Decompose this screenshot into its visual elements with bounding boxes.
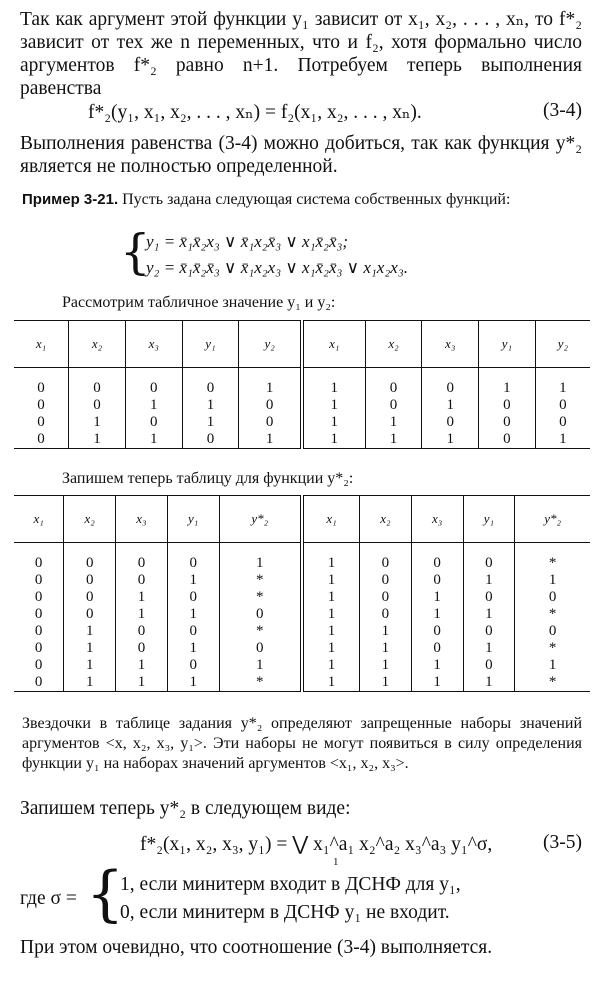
table-cell: 0 (64, 606, 116, 623)
table-cell: 1 (515, 572, 590, 589)
table-cell: 1 (360, 657, 412, 674)
table-cell: 1 (463, 640, 515, 657)
column-header: x₃ (116, 496, 168, 543)
table-cell: 1 (182, 397, 239, 414)
table-cell: 0 (463, 555, 515, 572)
table-cell: 0 (479, 397, 536, 414)
column-header: x₃ (125, 321, 182, 368)
table-cell: 0 (64, 572, 116, 589)
table-cell: 1 (302, 606, 360, 623)
table-row (14, 380, 590, 397)
table-row (14, 589, 590, 606)
table-cell: 1 (422, 397, 479, 414)
table-cell: 1 (116, 674, 168, 692)
table-cell: 1 (302, 380, 365, 397)
table-cell: 1 (167, 572, 219, 589)
equation-3-5: f*₂(x₁, x₂, x₃, y₁) = ⋁ x₁^a₁ x₂^a₂ x₃^a₃ y₁^σ, (140, 834, 493, 855)
table-cell: 0 (182, 380, 239, 397)
table-cell: 0 (479, 414, 536, 431)
column-header: y₂ (535, 321, 590, 368)
table-cell: 1 (463, 674, 515, 692)
table-cell: 1 (360, 674, 412, 692)
table-cell: * (219, 589, 302, 606)
table-cell: 1 (302, 555, 360, 572)
table-cell: 1 (302, 640, 360, 657)
table-cell: 0 (411, 555, 463, 572)
table-cell: 0 (239, 397, 302, 414)
table-cell: 0 (167, 657, 219, 674)
column-header: x₁ (14, 321, 69, 368)
truth-table-y2-star (14, 495, 590, 692)
table-cell: 1 (239, 431, 302, 449)
example-text: Пусть задана следующая система собственных функций: (122, 191, 511, 208)
table-cell: 1 (182, 414, 239, 431)
table-cell: 1 (365, 431, 422, 449)
column-header: y₁ (463, 496, 515, 543)
column-header: x₂ (365, 321, 422, 368)
table-cell: 0 (463, 657, 515, 674)
system-line-y2: y₂ = x̄₁x̄₂x̄₃ ∨ x̄₁x₂x₃ ∨ x₁x̄₂x̄₃ ∨ x₁x₂x₃. (146, 258, 408, 277)
table-cell: 1 (360, 623, 412, 640)
table-cell: 0 (365, 380, 422, 397)
table-cell: 0 (479, 431, 536, 449)
column-header: x₃ (411, 496, 463, 543)
column-header: y₁ (167, 496, 219, 543)
table-cell: 1 (411, 606, 463, 623)
table-cell: 1 (365, 414, 422, 431)
truth-table-y1-y2 (14, 320, 590, 449)
table-cell: 0 (463, 623, 515, 640)
table-cell: * (515, 555, 590, 572)
table-cell: * (219, 623, 302, 640)
table-cell: 0 (116, 623, 168, 640)
sigma-case-1: 1, если минитерм входит в ДСНФ для y₁, (120, 874, 461, 895)
table-cell: 0 (360, 572, 412, 589)
table-cell: 0 (219, 640, 302, 657)
table-cell: 0 (14, 674, 64, 692)
table-cell: 0 (37, 397, 45, 413)
table-cell: 0 (64, 589, 116, 606)
function-system (120, 224, 590, 288)
table-cell: 1 (219, 657, 302, 674)
column-header: y*₂ (515, 496, 590, 543)
column-header: x₂ (360, 496, 412, 543)
table-cell: 1 (463, 606, 515, 623)
table-row (14, 640, 590, 657)
table-cell: 0 (360, 555, 412, 572)
table-cell: 1 (302, 572, 360, 589)
table-cell: 1 (302, 397, 365, 414)
table-cell: 1 (64, 623, 116, 640)
table-cell: 1 (360, 640, 412, 657)
table-row (14, 431, 590, 449)
example-paragraph (22, 190, 582, 210)
table-cell: 1 (64, 640, 116, 657)
table-cell: 0 (34, 640, 43, 656)
table-cell: 0 (69, 397, 126, 414)
table-spacer-row (14, 368, 590, 381)
table-cell: 0 (239, 414, 302, 431)
table-cell: 1 (69, 431, 126, 449)
table-cell: 1 (302, 431, 365, 449)
table-cell: 0 (365, 397, 422, 414)
table-cell: 0 (167, 555, 219, 572)
table-cell: 1 (125, 431, 182, 449)
equation-3-5-number: (3-5) (543, 832, 582, 853)
table-spacer-row (14, 543, 590, 556)
equation-3-5-index: 1 (333, 856, 339, 868)
table-cell: 1 (302, 657, 360, 674)
table-cell: 0 (116, 572, 168, 589)
table-cell: 1 (239, 380, 302, 397)
table-cell: 1 (116, 657, 168, 674)
table-cell: 0 (116, 640, 168, 657)
table-cell: 0 (64, 555, 116, 572)
example-label: Пример 3-21. (22, 191, 119, 208)
table-cell: 0 (219, 606, 302, 623)
table-cell: 1 (167, 606, 219, 623)
table-cell: * (219, 572, 302, 589)
definition-paragraph: Выполнения равенства (3-4) можно добиться, так как функция y*₂ является не полностью определенной. (20, 133, 582, 177)
table-cell: 0 (167, 589, 219, 606)
table-cell: 0 (535, 414, 590, 431)
table-cell: 1 (167, 640, 219, 657)
table-cell: 1 (64, 674, 116, 692)
table-cell: 0 (515, 623, 590, 640)
table-cell: 1 (535, 431, 590, 449)
table-cell: 1 (302, 623, 360, 640)
table-cell: 1 (535, 380, 590, 397)
table-cell: 1 (302, 674, 360, 692)
table-row (14, 674, 590, 692)
column-header: x₁ (14, 496, 64, 543)
table-cell: 0 (14, 431, 69, 449)
table-cell: 1 (125, 397, 182, 414)
table-cell: 1 (116, 589, 168, 606)
column-header: y₁ (479, 321, 536, 368)
table-cell: 0 (167, 623, 219, 640)
column-header: x₁ (302, 496, 360, 543)
table-cell: 0 (34, 657, 43, 673)
table-cell: 0 (360, 606, 412, 623)
table-row (14, 623, 590, 640)
table-cell: 0 (125, 380, 182, 397)
table-cell: 0 (34, 572, 43, 588)
table-row (14, 555, 590, 572)
column-header: x₃ (422, 321, 479, 368)
table-row (14, 397, 590, 414)
table-cell: * (219, 674, 302, 692)
table-cell: 0 (360, 589, 412, 606)
table-cell: 0 (182, 431, 239, 449)
table-cell: 1 (302, 589, 360, 606)
column-header: y₂ (239, 321, 302, 368)
table-cell: 0 (34, 623, 43, 639)
table-cell: 0 (422, 380, 479, 397)
table-cell: 1 (64, 657, 116, 674)
table-cell: 0 (411, 640, 463, 657)
table-cell: 0 (116, 555, 168, 572)
table-cell: 0 (37, 380, 45, 396)
sigma-definition (20, 859, 590, 934)
equation-3-4-number: (3-4) (543, 100, 582, 121)
table-cell: 1 (167, 674, 219, 692)
sigma-case-2: 0, если минитерм в ДСНФ y₁ не входит. (120, 902, 450, 923)
table-cell: 1 (422, 431, 479, 449)
table-cell: 0 (37, 414, 45, 430)
table-cell: 1 (69, 414, 126, 431)
rewrite-paragraph: Запишем теперь y*₂ в следующем виде: (20, 798, 351, 819)
table-cell: 0 (34, 555, 43, 571)
table-cell: * (515, 674, 590, 692)
table-cell: 1 (219, 555, 302, 572)
table-cell: * (515, 606, 590, 623)
column-header: x₁ (302, 321, 365, 368)
table-cell: 0 (34, 589, 43, 605)
table-cell: 0 (125, 414, 182, 431)
table-cell: 1 (411, 657, 463, 674)
table-row (14, 414, 590, 431)
table-cell: 0 (34, 606, 43, 622)
system-line-y1: y₁ = x̄₁x̄₂x₃ ∨ x̄₁x₂x̄₃ ∨ x₁x̄₂x̄₃; (146, 232, 349, 251)
column-header: x₂ (64, 496, 116, 543)
table-cell: 1 (116, 606, 168, 623)
system-brace: { (120, 224, 151, 280)
closing-paragraph: При этом очевидно, что соотношение (3-4) выполняется. (20, 937, 493, 958)
intro-paragraph: Так как аргумент этой функции y₁ зависит от x₁, x₂, . . . , xₙ, то f*₂ зависит от тех же n переменных, что и f₂, хотя формально число аргументов f*₂ равно n+1. Потребуем теперь выполнения равенства (20, 9, 582, 99)
table2-caption: Запишем теперь таблицу для функции y*₂: (62, 470, 354, 487)
table-cell: 0 (411, 572, 463, 589)
table-row (14, 657, 590, 674)
column-header: x₂ (69, 321, 126, 368)
column-header: y*₂ (219, 496, 302, 543)
column-header: y₁ (182, 321, 239, 368)
table-cell: 0 (515, 589, 590, 606)
sigma-brace: { (86, 859, 125, 929)
table-cell: 1 (411, 674, 463, 692)
table-row (14, 572, 590, 589)
table-cell: 1 (302, 414, 365, 431)
table-cell: 0 (411, 623, 463, 640)
table-cell: 0 (69, 380, 126, 397)
table-cell: 0 (422, 414, 479, 431)
sigma-lead: где σ = (20, 888, 77, 909)
table-row (14, 606, 590, 623)
table-cell: 1 (463, 572, 515, 589)
equation-3-4: f*₂(y₁, x₁, x₂, . . . , xₙ) = f₂(x₁, x₂, . . . , xₙ). (88, 102, 422, 123)
table-cell: 1 (411, 589, 463, 606)
table1-caption: Рассмотрим табличное значение y₁ и y₂: (62, 294, 336, 311)
table-cell: 0 (535, 397, 590, 414)
table-cell: 1 (515, 657, 590, 674)
table-cell: 0 (463, 589, 515, 606)
table-cell: 1 (479, 380, 536, 397)
stars-paragraph: Звездочки в таблице задания y*₂ определяют запрещенные наборы значений аргументов <x, x₂, x₃, y₁>. Эти наборы не могут появиться в силу определения функции y₁ на наборах значений аргументов <x₁, x₂, x₃>. (22, 715, 582, 772)
table-cell: * (515, 640, 590, 657)
